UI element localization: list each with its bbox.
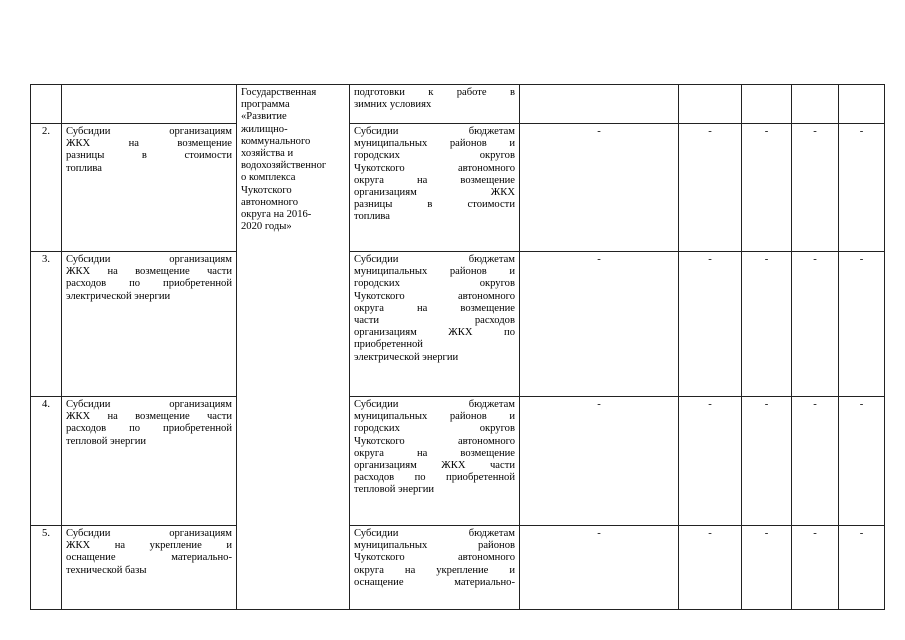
name-line: ЖКХ на возмещение части bbox=[66, 266, 232, 278]
name-line: Субсидии организациям bbox=[66, 528, 232, 539]
program-line: округа на 2016- bbox=[241, 209, 312, 221]
desc-line: разницы в стоимости bbox=[354, 199, 515, 211]
name-line: ЖКХ на возмещение bbox=[66, 138, 232, 150]
value-cell: - bbox=[679, 124, 742, 252]
desc-line: организациям ЖКХ по bbox=[354, 327, 515, 339]
name-line: разницы в стоимости bbox=[66, 150, 232, 162]
desc-line: муниципальных районов и bbox=[354, 138, 515, 150]
desc-line: округа на возмещение bbox=[354, 302, 515, 314]
desc-line: Субсидии бюджетам bbox=[354, 126, 515, 137]
desc-line: городских округов bbox=[354, 423, 515, 435]
name-line: электрической энергии bbox=[66, 290, 171, 302]
desc-line: оснащение материально- bbox=[354, 576, 515, 588]
name-line: Субсидии организациям bbox=[66, 399, 232, 410]
name-line: тепловой энергии bbox=[66, 435, 147, 447]
desc-cell bbox=[350, 124, 520, 252]
name-line: оснащение материально- bbox=[66, 552, 232, 564]
desc-line: Чукотского автономного bbox=[354, 290, 515, 302]
program-line: программа bbox=[241, 99, 290, 111]
value-cell: - bbox=[792, 124, 839, 252]
desc-line: части расходов bbox=[354, 315, 515, 327]
value-cell: - bbox=[839, 526, 885, 610]
name-line: технической базы bbox=[66, 564, 147, 576]
desc-line: расходов по приобретенной bbox=[354, 472, 515, 484]
table-row bbox=[31, 397, 885, 526]
program-line: о комплекса bbox=[241, 172, 296, 184]
row-number: 4. bbox=[31, 397, 62, 526]
name-cell bbox=[62, 252, 237, 397]
program-line: автономного bbox=[241, 196, 299, 208]
value-cell: - bbox=[679, 397, 742, 526]
program-cell bbox=[237, 85, 350, 610]
table-row bbox=[31, 526, 885, 610]
table-row bbox=[31, 252, 885, 397]
desc-line: электрической энергии bbox=[354, 351, 459, 363]
program-line: «Развитие bbox=[241, 111, 287, 123]
desc-line: Субсидии бюджетам bbox=[354, 399, 515, 410]
desc-cell bbox=[350, 397, 520, 526]
value-cell: - bbox=[839, 397, 885, 526]
value-cell: - bbox=[520, 526, 679, 610]
num-cell bbox=[31, 85, 62, 124]
desc-line: Субсидии бюджетам bbox=[354, 528, 515, 539]
desc-line: Чукотского автономного bbox=[354, 552, 515, 564]
value-cell: - bbox=[839, 124, 885, 252]
program-line: 2020 годы» bbox=[241, 221, 292, 233]
value-cell bbox=[742, 85, 792, 124]
desc-line: организациям ЖКХ bbox=[354, 187, 515, 199]
program-line: водохозяйственног bbox=[241, 160, 327, 172]
value-cell: - bbox=[520, 124, 679, 252]
name-line: Субсидии организациям bbox=[66, 254, 232, 265]
desc-line: топлива bbox=[354, 211, 390, 223]
value-cell: - bbox=[520, 397, 679, 526]
value-cell bbox=[679, 85, 742, 124]
program-line: жилищно- bbox=[241, 123, 288, 135]
value-cell bbox=[520, 85, 679, 124]
table-row-continued bbox=[31, 85, 885, 124]
funding-table bbox=[30, 84, 885, 610]
program-line: хозяйства и bbox=[241, 148, 294, 160]
value-cell: - bbox=[792, 526, 839, 610]
desc-line: муниципальных районов и bbox=[354, 266, 515, 278]
row-number: 5. bbox=[31, 526, 62, 610]
name-line: ЖКХ на укрепление и bbox=[66, 540, 232, 552]
desc-line: муниципальных районов bbox=[354, 540, 515, 552]
value-cell: - bbox=[742, 252, 792, 397]
value-cell: - bbox=[792, 252, 839, 397]
value-cell: - bbox=[839, 252, 885, 397]
name-cell bbox=[62, 397, 237, 526]
value-cell: - bbox=[679, 252, 742, 397]
name-cell bbox=[62, 124, 237, 252]
value-cell: - bbox=[792, 397, 839, 526]
name-line: Субсидии организациям bbox=[66, 126, 232, 137]
program-line: коммунального bbox=[241, 135, 311, 147]
desc-line: подготовки к работе в bbox=[354, 87, 515, 98]
name-line: ЖКХ на возмещение части bbox=[66, 411, 232, 423]
value-cell: - bbox=[742, 124, 792, 252]
desc-line: муниципальных районов и bbox=[354, 411, 515, 423]
desc-cell bbox=[350, 85, 520, 124]
value-cell: - bbox=[742, 397, 792, 526]
value-cell bbox=[792, 85, 839, 124]
table-row bbox=[31, 124, 885, 252]
name-line: топлива bbox=[66, 162, 102, 174]
program-line: Чукотского bbox=[241, 184, 292, 196]
desc-line: округа на укрепление и bbox=[354, 564, 515, 576]
program-line: Государственная bbox=[241, 87, 317, 98]
name-line: расходов по приобретенной bbox=[66, 423, 232, 435]
row-number: 2. bbox=[31, 124, 62, 252]
desc-line: городских округов bbox=[354, 278, 515, 290]
desc-line: Субсидии бюджетам bbox=[354, 254, 515, 265]
desc-line: округа на возмещение bbox=[354, 174, 515, 186]
value-cell: - bbox=[742, 526, 792, 610]
row-number: 3. bbox=[31, 252, 62, 397]
desc-cell bbox=[350, 526, 520, 610]
desc-line: городских округов bbox=[354, 150, 515, 162]
name-cell bbox=[62, 526, 237, 610]
desc-line: тепловой энергии bbox=[354, 484, 435, 496]
name-cell bbox=[62, 85, 237, 124]
desc-line: зимних условиях bbox=[354, 99, 432, 111]
desc-line: Чукотского автономного bbox=[354, 435, 515, 447]
desc-line: организациям ЖКХ части bbox=[354, 460, 515, 472]
value-cell bbox=[839, 85, 885, 124]
value-cell: - bbox=[679, 526, 742, 610]
desc-line: Чукотского автономного bbox=[354, 162, 515, 174]
value-cell: - bbox=[520, 252, 679, 397]
name-line: расходов по приобретенной bbox=[66, 278, 232, 290]
desc-line: приобретенной bbox=[354, 339, 423, 351]
desc-cell bbox=[350, 252, 520, 397]
desc-line: округа на возмещение bbox=[354, 447, 515, 459]
